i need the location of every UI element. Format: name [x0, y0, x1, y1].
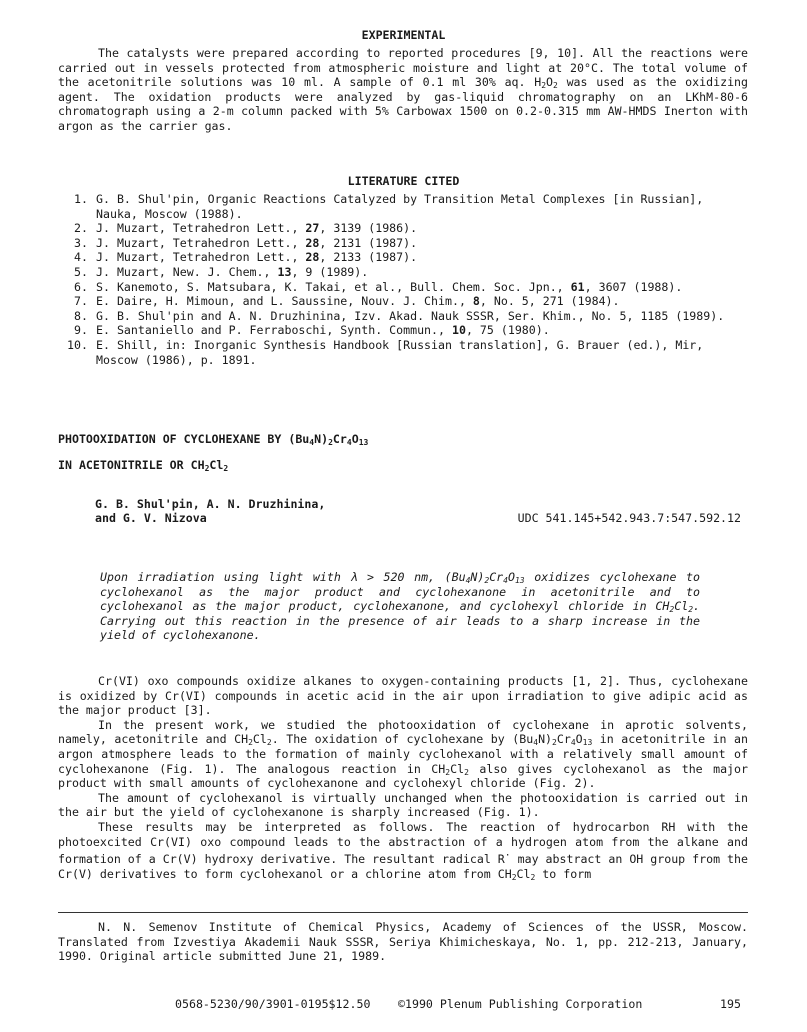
- footnote: [58, 920, 748, 964]
- body-paragraph-3: The amount of cyclohexanol is virtually unchanged when the photooxidation is carried out in the air but the yield of cyclohexanone is sharply increased (Fig. 1).: [58, 790, 748, 820]
- affiliation-note: N. N. Semenov Institute of Chemical Physics, Academy of Sciences of the USSR, Moscow. Translated from Izvestiya Akademii Nauk SSSR, Seriya Khimicheskaya, No. 1, pp. 212-213, January, 1990. Original article submitted June 21, 1989.: [58, 920, 748, 964]
- experimental-text-2: O: [546, 75, 554, 90]
- reference-pages: , 2133 (1987).: [319, 250, 418, 265]
- reference-citation: S. Kanemoto, S. Matsubara, K. Takai, et al., Bull. Chem. Soc. Jpn.,: [96, 279, 571, 294]
- reference-text: [96, 265, 748, 280]
- body-subscript: 2: [464, 767, 469, 777]
- abstract-text: oxidizes cyclohexane to cyclohexanol as the major product and cyclohexanone in acetonitrile and to cyclohexanol as the major product, cyclohexanone, and cyclohexyl chloride in CH: [100, 570, 700, 614]
- abstract-text: . Carrying out this reaction in the presence of air leads to a sharp increase in the yield of cyclohexanone.: [100, 599, 700, 643]
- abstract-text: Upon irradiation using light with λ > 520 nm, (Bu: [100, 570, 466, 584]
- reference-citation: J. Muzart, Tetrahedron Lett.,: [96, 250, 306, 265]
- reference-item: [58, 265, 748, 280]
- title-subscript: 4: [346, 438, 352, 447]
- reference-text: [96, 236, 748, 251]
- body-text-run: These results may be interpreted as follows. The reaction of hydrocarbon RH with the photoexcited Cr(VI) oxo compound leads to the abstraction of a hydrogen atom from the alkane and formation of a Cr(V) hydroxy derivative. The resultant radical R: [58, 819, 748, 866]
- reference-item: [58, 192, 748, 221]
- reference-item: [58, 323, 748, 338]
- reference-volume: 61: [570, 279, 585, 294]
- body-subscript: 4: [533, 738, 539, 748]
- authors-line-2: and G. V. Nizova: [95, 511, 207, 525]
- abstract-subscript: 4: [465, 576, 471, 585]
- article-title-line-1: [58, 432, 368, 447]
- reference-number: 8.: [74, 308, 88, 323]
- experimental-paragraph: [58, 46, 748, 134]
- body-text-run: . The oxidation of cyclohexane by (Bu: [271, 732, 534, 747]
- title-text: PHOTOOXIDATION OF CYCLOHEXANE BY (Bu: [58, 432, 310, 446]
- body-text-run: in acetonitrile in an argon atmosphere leads to the formation of mainly cyclohexanol with a relatively small amount of cyclohexanone (Fig. 1). The analogous reaction in CH: [58, 732, 749, 776]
- abstract-subscript: 13: [514, 576, 525, 585]
- copyright: ©1990 Plenum Publishing Corporation: [398, 997, 643, 1011]
- reference-item: [58, 309, 748, 324]
- reference-number: 3.: [74, 235, 88, 250]
- reference-citation: J. Muzart, New. J. Chem.,: [96, 264, 278, 279]
- reference-text: G. B. Shul'pin, Organic Reactions Catalyzed by Transition Metal Complexes [in Russian], Nauka, Moscow (1988).: [96, 192, 704, 221]
- reference-item: [58, 280, 748, 295]
- abstract-subscript: 2: [688, 605, 694, 615]
- body-paragraph-1: Cr(VI) oxo compounds oxidize alkanes to oxygen-containing products [1, 2]. Thus, cyclohexane is oxidized by Cr(VI) compounds in acetic acid in the air upon irradiation to give adipic acid as the major product [3].: [58, 674, 748, 718]
- experimental-text-1: The catalysts were prepared according to reported procedures [9, 10]. All the reactions were carried out in vessels protected from atmospheric moisture and light at 20°C. The total volume of the acetonitrile solutions was 10 ml. A sample of 0.1 ml 30% aq. H: [58, 46, 748, 90]
- reference-list: [58, 192, 748, 367]
- reference-item: [58, 338, 748, 367]
- title-subscript: 2: [204, 464, 210, 473]
- reference-number: 2.: [74, 221, 88, 236]
- reference-volume: 8: [472, 294, 480, 309]
- title-subscript: 2: [328, 438, 333, 447]
- reference-text: E. Shill, in: Inorganic Synthesis Handbook [Russian translation], G. Brauer (ed.), Mir, Moscow (1986), p. 1891.: [96, 337, 704, 367]
- udc-code: UDC 541.145+542.943.7:547.592.12: [517, 511, 741, 525]
- reference-citation: E. Daire, H. Mimoun, and L. Saussine, Nouv. J. Chim.,: [96, 294, 473, 309]
- reference-text: [96, 294, 748, 309]
- radical-dot: ·: [504, 850, 511, 862]
- publication-code: 0568-5230/90/3901-0195$12.50: [175, 997, 371, 1011]
- reference-item: [58, 294, 748, 309]
- body-subscript: 2: [266, 738, 272, 748]
- body-text-run: Cl: [516, 866, 531, 881]
- reference-volume: 28: [305, 250, 320, 265]
- body-subscript: 2: [511, 872, 517, 882]
- reference-pages: , 3607 (1988).: [584, 279, 683, 294]
- reference-volume: 13: [277, 264, 292, 279]
- title-text: IN ACETONITRILE OR CH: [58, 458, 205, 472]
- reference-item: [58, 221, 748, 236]
- body-text-run: Cr: [556, 732, 571, 747]
- title-text: Cl: [209, 458, 224, 472]
- reference-number: 10.: [67, 337, 88, 352]
- reference-number: 5.: [74, 264, 88, 279]
- body-subscript: 2: [530, 872, 536, 882]
- title-subscript: 2: [223, 464, 229, 473]
- page-number: 195: [720, 997, 741, 1011]
- title-text: Cr: [332, 432, 347, 446]
- footnote-divider: [58, 912, 748, 913]
- article-title-line-2: [58, 458, 228, 473]
- body-text-run: Cl: [252, 732, 267, 747]
- reference-citation: J. Muzart, Tetrahedron Lett.,: [96, 235, 306, 250]
- reference-text: [96, 250, 748, 265]
- reference-number: 9.: [74, 323, 88, 338]
- literature-heading: LITERATURE CITED: [347, 174, 460, 188]
- body-subscript: 2: [445, 767, 451, 777]
- abstract-subscript: 2: [669, 605, 675, 615]
- body-text: [58, 674, 748, 881]
- reference-number: 1.: [74, 192, 88, 206]
- body-text-run: N): [538, 732, 553, 747]
- reference-citation: E. Santaniello and P. Ferraboschi, Synth. Commun.,: [96, 323, 452, 338]
- abstract-subscript: 2: [484, 576, 490, 585]
- experimental-heading: EXPERIMENTAL: [361, 28, 446, 42]
- body-text-run: to form: [535, 866, 592, 881]
- body-subscript: 13: [582, 738, 593, 748]
- abstract-text: Cr: [489, 570, 504, 584]
- reference-number: 7.: [74, 294, 88, 309]
- reference-text: G. B. Shul'pin and A. N. Druzhinina, Izv. Akad. Nauk SSSR, Ser. Khim., No. 5, 1185 (1989).: [96, 308, 725, 323]
- reference-volume: 27: [305, 221, 320, 236]
- title-text: O: [351, 432, 359, 446]
- body-subscript: 2: [248, 738, 253, 748]
- body-text-run: Cl: [450, 761, 465, 776]
- body-paragraph-2: [58, 718, 748, 791]
- abstract-text: O: [508, 570, 515, 584]
- abstract: [100, 570, 700, 643]
- title-subscript: 4: [309, 438, 315, 447]
- body-text-run: also gives cyclohexanol as the major product with small amounts of cyclohexanone and cyclohexyl chloride (Fig. 2).: [58, 761, 749, 791]
- reference-item: [58, 236, 748, 251]
- h2o2-subscript-2: 2: [553, 81, 558, 91]
- title-text: N): [314, 432, 329, 446]
- reference-volume: 28: [305, 235, 320, 250]
- reference-text: [96, 323, 748, 338]
- abstract-text: Cl: [674, 599, 689, 614]
- abstract-subscript: 4: [503, 576, 508, 585]
- reference-text: [96, 280, 748, 295]
- h2o2-subscript-1: 2: [541, 81, 547, 91]
- title-subscript: 13: [358, 438, 369, 447]
- body-subscript: 4: [570, 738, 576, 748]
- reference-pages: , 2131 (1987).: [319, 235, 418, 250]
- body-text-run: O: [575, 732, 583, 747]
- reference-citation: J. Muzart, Tetrahedron Lett.,: [96, 221, 306, 236]
- body-text-run: In the present work, we studied the photooxidation of cyclohexane in aprotic solvents, namely, acetonitrile and CH: [58, 717, 748, 747]
- body-text-run: may abstract an OH group from the Cr(V) derivatives to form cyclohexanol or a chlorine atom from CH: [58, 851, 748, 881]
- body-subscript: 2: [552, 738, 557, 748]
- reference-pages: , 9 (1989).: [291, 264, 369, 279]
- authors-line-1: G. B. Shul'pin, A. N. Druzhinina,: [95, 497, 326, 511]
- abstract-text: N): [470, 570, 485, 584]
- experimental-text-3: was used as the oxidizing agent. The oxidation products were analyzed by gas-liquid chromatography on an LKhM-80-6 chromatograph using a 2-m column packed with 5% Carbowax 1500 on 0.2-0.315 mm AW-HMDS Inerton with argon as the carrier gas.: [58, 75, 749, 133]
- reference-text: [96, 221, 748, 236]
- body-paragraph-4: [58, 820, 748, 881]
- reference-pages: , 75 (1980).: [465, 323, 550, 338]
- reference-item: [58, 250, 748, 265]
- reference-pages: , No. 5, 271 (1984).: [479, 294, 620, 309]
- reference-number: 4.: [74, 250, 88, 265]
- reference-volume: 10: [451, 323, 466, 338]
- reference-number: 6.: [74, 279, 88, 294]
- reference-pages: , 3139 (1986).: [319, 221, 418, 236]
